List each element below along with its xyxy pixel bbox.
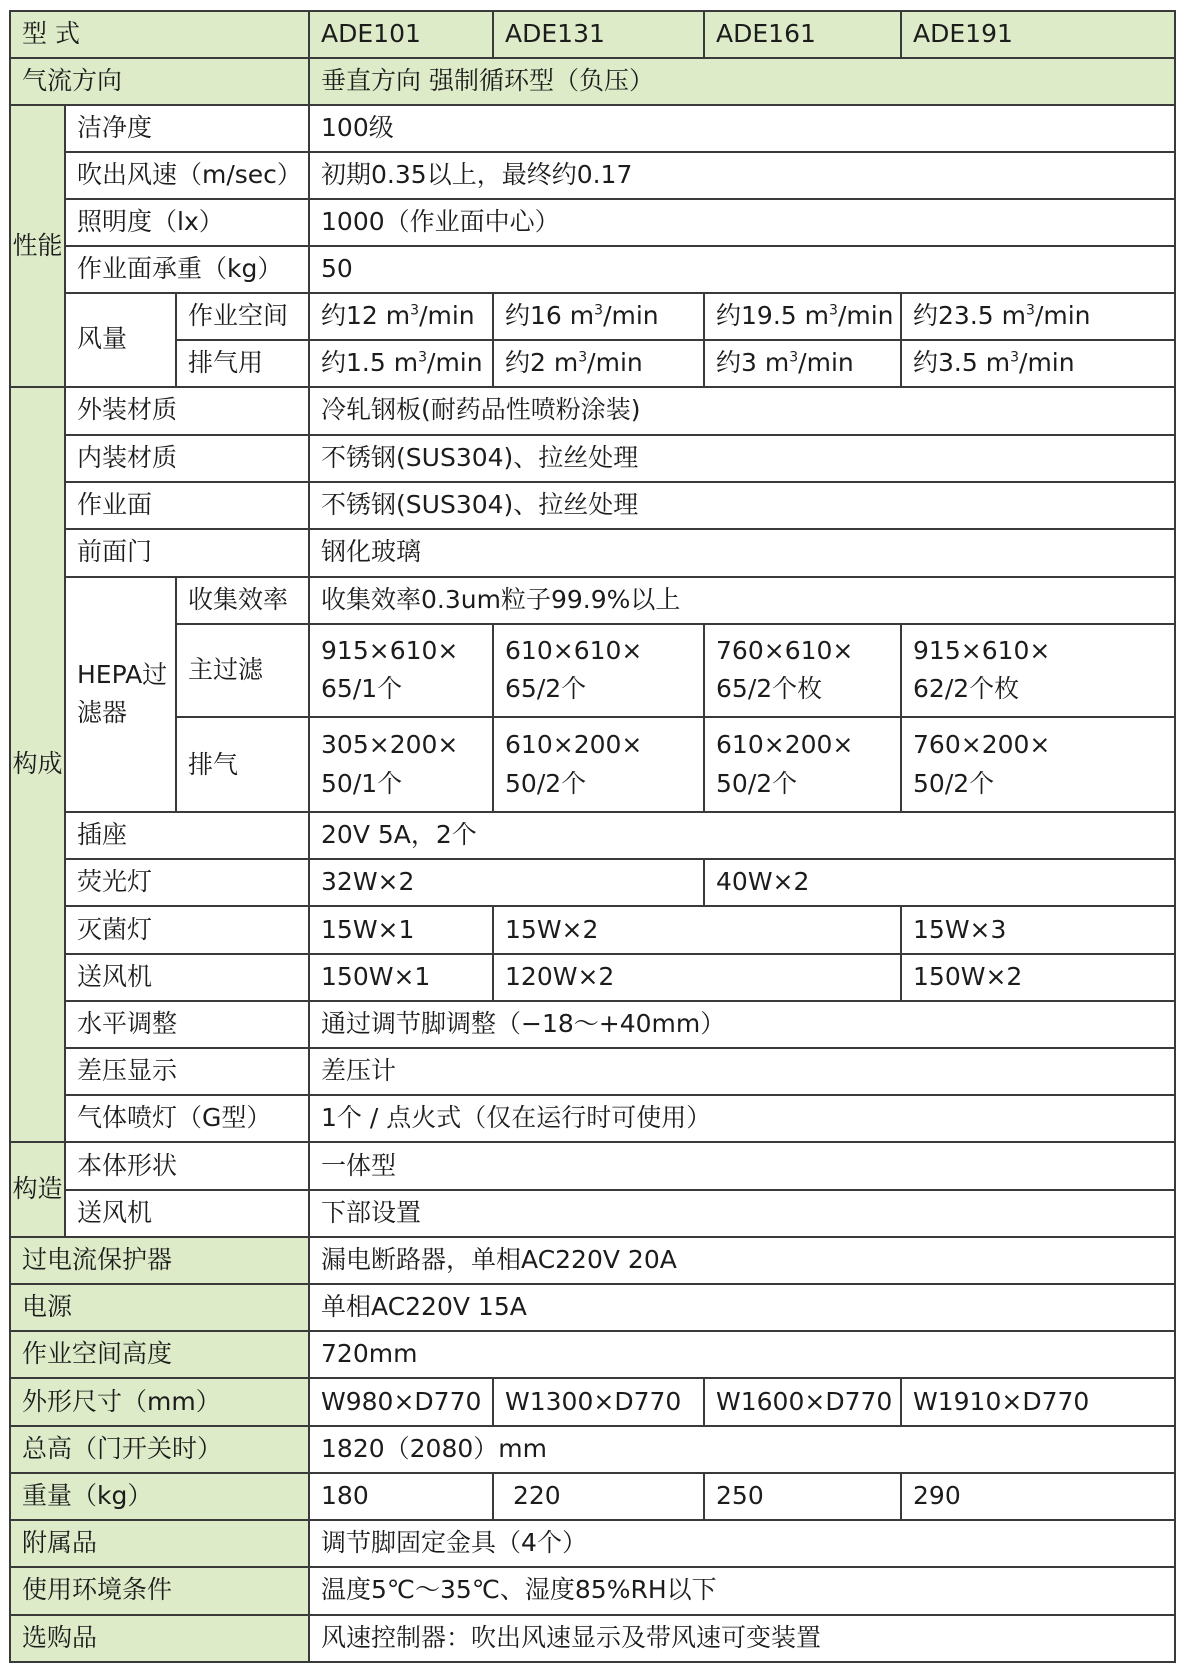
structure-blower-label: 送风机 (65, 1190, 309, 1237)
front-door-value: 钢化玻璃 (309, 529, 1175, 577)
pressure-label: 差压显示 (65, 1048, 309, 1095)
hepa-exhaust-cell: 305×200× 50/1个 (309, 717, 493, 812)
air-volume-workspace-row (10, 293, 1175, 340)
construction-group-label: 构成 (10, 387, 65, 1143)
illuminance-row (10, 199, 1175, 246)
socket-label: 插座 (65, 812, 309, 859)
weight-value: 180 (309, 1473, 493, 1520)
germicidal-value: 15W×1 (309, 906, 493, 954)
blower-value: 120W×2 (493, 954, 901, 1001)
socket-row (10, 812, 1175, 859)
illuminance-label: 照明度（lx） (65, 199, 309, 246)
germicidal-value: 15W×3 (901, 906, 1175, 954)
airflow-label: 气流方向 (10, 58, 309, 105)
airflow-value: 垂直方向 强制循环型（负压） (309, 58, 1175, 105)
model-ade191: ADE191 (901, 11, 1175, 58)
air-volume-cell: 约19.5 $m^3/\min$ (704, 293, 901, 340)
hepa-exhaust-cell: 610×200× 50/2个 (704, 717, 901, 812)
leveling-label: 水平调整 (65, 1001, 309, 1048)
wind-speed-row (10, 152, 1175, 199)
dimensions-value: W1300×D770 (493, 1378, 704, 1426)
hepa-main-label: 主过滤 (176, 624, 309, 718)
accessories-label: 附属品 (10, 1520, 309, 1567)
power-row (10, 1284, 1175, 1331)
air-volume-cell: 约2 $m^3/\min$ (493, 340, 704, 387)
air-volume-exhaust-row (10, 340, 1175, 387)
gas-burner-value: 1个 / 点火式（仅在运行时可使用） (309, 1095, 1175, 1142)
load-row (10, 246, 1175, 293)
work-surface-row (10, 482, 1175, 529)
work-height-value: 720mm (309, 1331, 1175, 1378)
air-volume-cell: 约3.5 $m^3/\min$ (901, 340, 1175, 387)
spec-table (9, 10, 1176, 1663)
gas-burner-label: 气体喷灯（G型） (65, 1095, 309, 1142)
fluorescent-value: 40W×2 (704, 859, 1175, 906)
interior-value: 不锈钢(SUS304)、拉丝处理 (309, 435, 1175, 482)
exterior-label: 外装材质 (65, 387, 309, 435)
pressure-value: 差压计 (309, 1048, 1175, 1095)
blower-value: 150W×1 (309, 954, 493, 1001)
hepa-exhaust-row (10, 717, 1175, 812)
interior-row (10, 435, 1175, 482)
work-height-row (10, 1331, 1175, 1378)
air-volume-cell: 约3 $m^3/\min$ (704, 340, 901, 387)
fluorescent-label: 荧光灯 (65, 859, 309, 906)
hepa-efficiency-row (10, 577, 1175, 624)
overcurrent-row (10, 1237, 1175, 1284)
blower-row (10, 954, 1175, 1001)
work-surface-label: 作业面 (65, 482, 309, 529)
hepa-efficiency-value: 收集效率0.3um粒子99.9%以上 (309, 577, 1175, 624)
options-value: 风速控制器：吹出风速显示及带风速可变装置 (309, 1615, 1175, 1662)
environment-label: 使用环境条件 (10, 1567, 309, 1615)
pressure-row (10, 1048, 1175, 1095)
power-value: 单相AC220V 15A (309, 1284, 1175, 1331)
work-surface-value: 不锈钢(SUS304)、拉丝处理 (309, 482, 1175, 529)
germicidal-label: 灭菌灯 (65, 906, 309, 954)
model-header-row (10, 11, 1175, 58)
model-ade161: ADE161 (704, 11, 901, 58)
blower-label: 送风机 (65, 954, 309, 1001)
fluorescent-row (10, 859, 1175, 906)
overcurrent-value: 漏电断路器，单相AC220V 20A (309, 1237, 1175, 1284)
structure-blower-value: 下部设置 (309, 1190, 1175, 1237)
hepa-main-cell: 915×610× 65/1个 (309, 624, 493, 718)
air-volume-cell: 约1.5 $m^3/\min$ (309, 340, 493, 387)
power-label: 电源 (10, 1284, 309, 1331)
fluorescent-value: 32W×2 (309, 859, 704, 906)
wind-speed-label: 吹出风速（m/sec） (65, 152, 309, 199)
total-height-row (10, 1426, 1175, 1473)
hepa-exhaust-label: 排气 (176, 717, 309, 812)
options-label: 选购品 (10, 1615, 309, 1662)
gas-burner-row (10, 1095, 1175, 1142)
front-door-label: 前面门 (65, 529, 309, 577)
hepa-exhaust-cell: 760×200× 50/2个 (901, 717, 1175, 812)
airflow-row (10, 58, 1175, 105)
germicidal-row (10, 906, 1175, 954)
hepa-label: HEPA过滤器 (65, 577, 176, 813)
hepa-main-cell: 610×610× 65/2个 (493, 624, 704, 718)
cleanliness-value: 100级 (309, 105, 1175, 152)
dimensions-value: W980×D770 (309, 1378, 493, 1426)
blower-value: 150W×2 (901, 954, 1175, 1001)
germicidal-value: 15W×2 (493, 906, 901, 954)
cleanliness-label: 洁净度 (65, 105, 309, 152)
total-height-value: 1820（2080）mm (309, 1426, 1175, 1473)
dimensions-value: W1600×D770 (704, 1378, 901, 1426)
weight-value: 220 (493, 1473, 704, 1520)
environment-value: 温度5℃～35℃、湿度85%RH以下 (309, 1567, 1175, 1615)
illuminance-value: 1000（作业面中心） (309, 199, 1175, 246)
body-shape-label: 本体形状 (65, 1142, 309, 1190)
environment-row (10, 1567, 1175, 1615)
structure-group-label: 构造 (10, 1142, 65, 1237)
front-door-row (10, 529, 1175, 577)
socket-value: 20V 5A，2个 (309, 812, 1175, 859)
weight-value: 250 (704, 1473, 901, 1520)
air-volume-workspace-label: 作业空间 (176, 293, 309, 340)
wind-speed-value: 初期0.35以上，最终约0.17 (309, 152, 1175, 199)
hepa-main-cell: 915×610× 62/2个枚 (901, 624, 1175, 718)
body-shape-row (10, 1142, 1175, 1190)
hepa-efficiency-label: 收集效率 (176, 577, 309, 624)
hepa-main-row (10, 624, 1175, 718)
structure-blower-row (10, 1190, 1175, 1237)
weight-label: 重量（kg） (10, 1473, 309, 1520)
air-volume-cell: 约12 $m^3/\min$ (309, 293, 493, 340)
overcurrent-label: 过电流保护器 (10, 1237, 309, 1284)
air-volume-cell: 约16 $m^3/\min$ (493, 293, 704, 340)
model-ade131: ADE131 (493, 11, 704, 58)
leveling-value: 通过调节脚调整（−18～+40mm） (309, 1001, 1175, 1048)
hepa-exhaust-cell: 610×200× 50/2个 (493, 717, 704, 812)
options-row (10, 1615, 1175, 1662)
load-label: 作业面承重（kg） (65, 246, 309, 293)
weight-value: 290 (901, 1473, 1175, 1520)
dimensions-label: 外形尺寸（mm） (10, 1378, 309, 1426)
cleanliness-row (10, 105, 1175, 152)
accessories-value: 调节脚固定金具（4个） (309, 1520, 1175, 1567)
leveling-row (10, 1001, 1175, 1048)
dimensions-value: W1910×D770 (901, 1378, 1175, 1426)
work-height-label: 作业空间高度 (10, 1331, 309, 1378)
accessories-row (10, 1520, 1175, 1567)
hepa-main-cell: 760×610× 65/2个枚 (704, 624, 901, 718)
total-height-label: 总高（门开关时） (10, 1426, 309, 1473)
exterior-value: 冷轧钢板(耐药品性喷粉涂装) (309, 387, 1175, 435)
body-shape-value: 一体型 (309, 1142, 1175, 1190)
model-ade101: ADE101 (309, 11, 493, 58)
air-volume-exhaust-label: 排气用 (176, 340, 309, 387)
air-volume-label: 风量 (65, 293, 176, 387)
air-volume-cell: 约23.5 $m^3/\min$ (901, 293, 1175, 340)
dimensions-row (10, 1378, 1175, 1426)
exterior-row (10, 387, 1175, 435)
interior-label: 内装材质 (65, 435, 309, 482)
weight-row (10, 1473, 1175, 1520)
load-value: 50 (309, 246, 1175, 293)
performance-group-label: 性能 (10, 105, 65, 387)
model-label: 型 式 (10, 11, 309, 58)
